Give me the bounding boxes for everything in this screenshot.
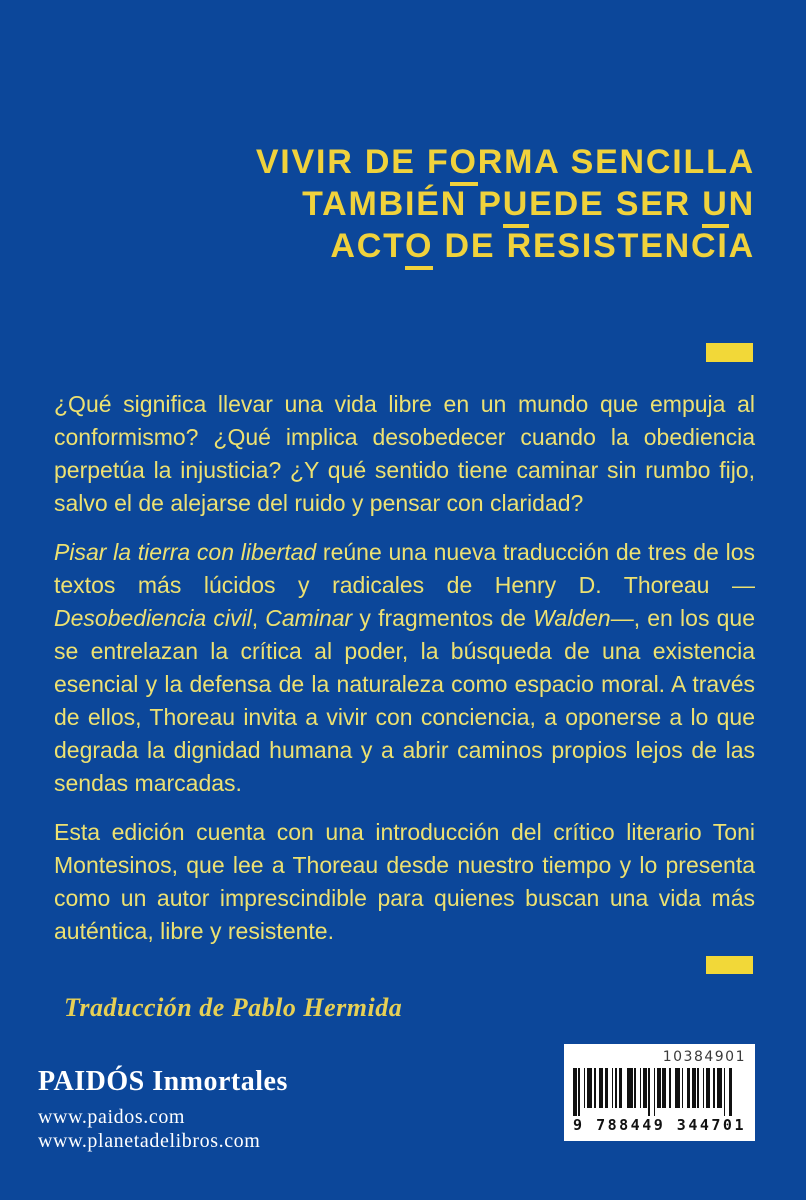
- publisher-block: [38, 1066, 288, 1153]
- publisher-imprint: PAIDÓS Inmortales: [38, 1066, 288, 1097]
- synopsis: [54, 388, 755, 948]
- synopsis-paragraph-2: Pisar la tierra con libertad reúne una nueva traducción de tres de los textos más lúcidos y radicales de Henry D. Thoreau —Desobediencia civil, Caminar y fragmentos de Walden—, en los que se entrelazan la crítica al poder, la búsqueda de una existencia esencial y la defensa de la naturaleza como espacio moral. A través de ellos, Thoreau invita a vivir con conciencia, a oponerse a lo que degrada la dignidad humana y a abrir caminos propios lejos de las sendas marcadas.: [54, 539, 756, 796]
- barcode-box: [564, 1044, 755, 1141]
- tagline-line-3: ACTO DE RESISTENCIA: [256, 225, 755, 267]
- synopsis-paragraph-3: Esta edición cuenta con una introducción del crítico literario Toni Montesinos, que lee a Thoreau desde nuestro tiempo y lo presenta como un autor imprescindible para quienes buscan una vida más auténtica, libre y resistente.: [54, 819, 755, 944]
- barcode-product-code: 10384901: [662, 1049, 746, 1065]
- yellow-divider-bottom: [706, 956, 753, 974]
- synopsis-paragraph-1: ¿Qué significa llevar una vida libre en un mundo que empuja al conformismo? ¿Qué implica desobedecer cuando la obediencia perpetúa la injusticia? ¿Y qué sentido tiene caminar sin rumbo fijo, salvo el de alejarse del ruido y pensar con claridad?: [54, 391, 755, 516]
- barcode-isbn-digits: 9 788449 344701: [573, 1116, 746, 1134]
- yellow-divider-top: [706, 343, 753, 362]
- translation-credit: Traducción de Pablo Hermida: [64, 993, 403, 1022]
- tagline-line-1: VIVIR DE FORMA SENCILLA: [256, 141, 755, 183]
- tagline-line-2: TAMBIÉN PUEDE SER UN: [256, 183, 755, 225]
- publisher-url-planetadelibros: www.planetadelibros.com: [38, 1130, 261, 1152]
- tagline: [256, 141, 755, 267]
- publisher-url-paidos: www.paidos.com: [38, 1106, 186, 1128]
- barcode-graphic: [573, 1068, 746, 1114]
